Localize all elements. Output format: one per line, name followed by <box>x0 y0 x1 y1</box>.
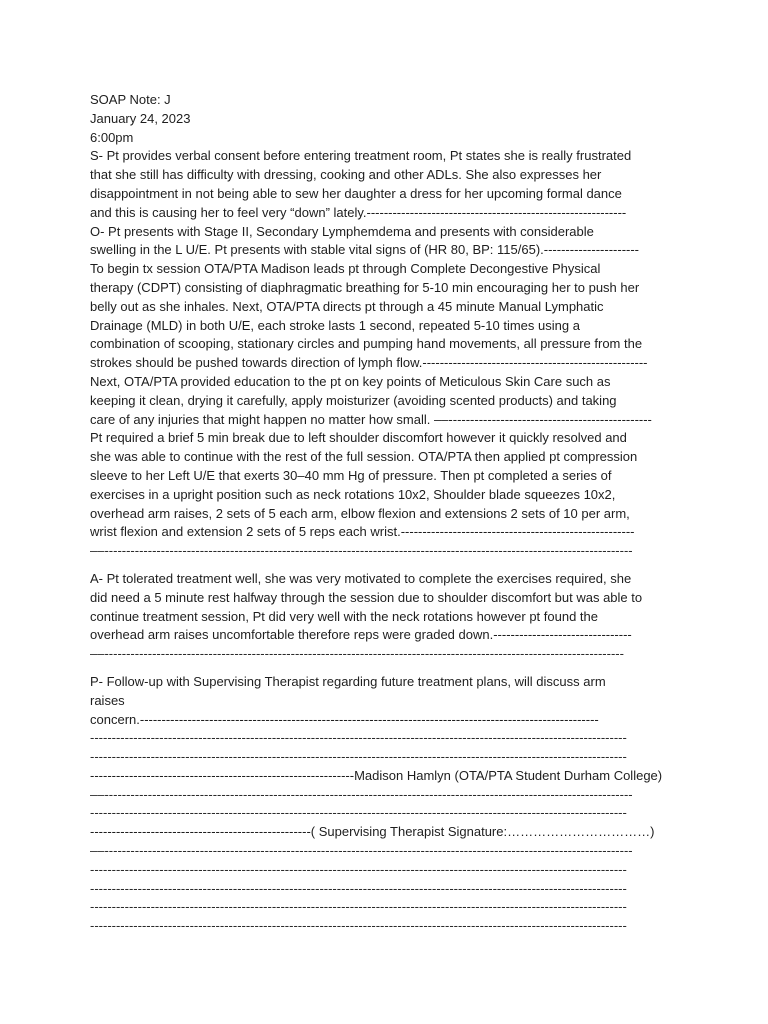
text-line: S- Pt provides verbal consent before entering treatment room, Pt states she is really frustrated <box>90 148 632 164</box>
divider-line: ---------------------------------------------------------------------------------------------------------------------------- <box>90 880 627 896</box>
text-line: keeping it clean, drying it carefully, apply moisturizer (avoiding scented products) and taking <box>90 392 617 408</box>
divider-line: ---------------------------------------------------------------------------------------------------------------------------- <box>90 805 627 821</box>
text-line: overhead arm raises, 2 sets of 5 each arm, elbow flexion and extensions 2 sets of 10 per arm, <box>90 505 630 521</box>
plan-section <box>90 673 678 936</box>
text-line: exercises in a upright position such as neck rotations 10x2, Shoulder blade squeezes 10x2, <box>90 486 616 502</box>
text-line: overhead arm raises uncomfortable therefore reps were graded down.-------------------------------- <box>90 627 632 643</box>
supervisor-signature-line: ---------------------------------------------------( Supervising Therapist Signature:……………………………) <box>90 824 655 840</box>
section-gap <box>90 664 678 673</box>
subjective-objective-section <box>90 147 678 561</box>
text-line: continue treatment session, Pt did very well with the neck rotations however pt found the <box>90 608 598 624</box>
divider-line: ––------------------------------------------------------------------------------------------------------------------------ <box>90 646 624 662</box>
section-gap <box>90 561 678 570</box>
text-line: did need a 5 minute rest halfway through the session due to shoulder discomfort but was able to <box>90 589 643 605</box>
text-line: raises <box>90 692 125 708</box>
text-line: she was able to continue with the rest of the full session. OTA/PTA then applied pt compression <box>90 449 638 465</box>
divider-line: ---------------------------------------------------------------------------------------------------------------------------- <box>90 749 627 765</box>
divider-line: ––-------------------------------------------------------------------------------------------------------------------------- <box>90 786 633 802</box>
text-line: wrist flexion and extension 2 sets of 5 reps each wrist.------------------------------------------------------ <box>90 524 635 540</box>
text-line: disappointment in not being able to sew her daughter a dress for her upcoming formal dance <box>90 185 622 201</box>
divider-line: ––-------------------------------------------------------------------------------------------------------------------------- <box>90 543 633 559</box>
text-line: To begin tx session OTA/PTA Madison leads pt through Complete Decongestive Physical <box>90 261 601 277</box>
text-line: Drainage (MLD) in both U/E, each stroke lasts 1 second, repeated 5-10 times using a <box>90 317 580 333</box>
divider-line: ---------------------------------------------------------------------------------------------------------------------------- <box>90 899 627 915</box>
divider-line: ---------------------------------------------------------------------------------------------------------------------------- <box>90 730 627 746</box>
text-line: therapy (CDPT) consisting of diaphragmatic breathing for 5-10 min encouraging her to push her <box>90 279 640 295</box>
note-time: 6:00pm <box>90 129 134 145</box>
text-line: that she still has difficulty with dressing, cooking and other ADLs. She also expresses her <box>90 167 602 183</box>
text-line: strokes should be pushed towards direction of lymph flow.---------------------------------------------------- <box>90 355 648 371</box>
text-line: swelling in the L U/E. Pt presents with stable vital signs of (HR 80, BP: 115/65).---------------------- <box>90 242 640 258</box>
divider-line: ––-------------------------------------------------------------------------------------------------------------------------- <box>90 843 633 859</box>
text-line: Pt required a brief 5 min break due to left shoulder discomfort however it quickly resolved and <box>90 430 627 446</box>
text-line: combination of scooping, stationary circles and pumping hand movements, all pressure from the <box>90 336 643 352</box>
text-line: A- Pt tolerated treatment well, she was very motivated to complete the exercises required, she <box>90 570 632 586</box>
soap-note <box>90 91 678 936</box>
note-title: SOAP Note: J <box>90 92 171 107</box>
divider-line: ---------------------------------------------------------------------------------------------------------------------------- <box>90 861 627 877</box>
text-line: sleeve to her Left U/E that exerts 30–40 mm Hg of pressure. Then pt completed a series of <box>90 467 612 483</box>
text-line: P- Follow-up with Supervising Therapist regarding future treatment plans, will discuss arm <box>90 673 606 689</box>
text-line: concern.---------------------------------------------------------------------------------------------------------- <box>90 711 599 727</box>
author-signature-line: -------------------------------------------------------------Madison Hamlyn (OTA/PTA Student Durham College) <box>90 767 663 783</box>
text-line: Next, OTA/PTA provided education to the pt on key points of Meticulous Skin Care such as <box>90 373 611 389</box>
text-line: O- Pt presents with Stage II, Secondary Lymphemdema and presents with considerable <box>90 223 594 239</box>
assessment-section <box>90 570 678 664</box>
text-line: care of any injuries that might happen no matter how small. ––----------------------------------------------- <box>90 411 652 427</box>
text-line: belly out as she inhales. Next, OTA/PTA directs pt through a 45 minute Manual Lymphatic <box>90 298 604 314</box>
divider-line: ---------------------------------------------------------------------------------------------------------------------------- <box>90 918 627 934</box>
note-date: January 24, 2023 <box>90 110 191 126</box>
text-line: and this is causing her to feel very “down” lately.------------------------------------------------------------ <box>90 204 627 220</box>
